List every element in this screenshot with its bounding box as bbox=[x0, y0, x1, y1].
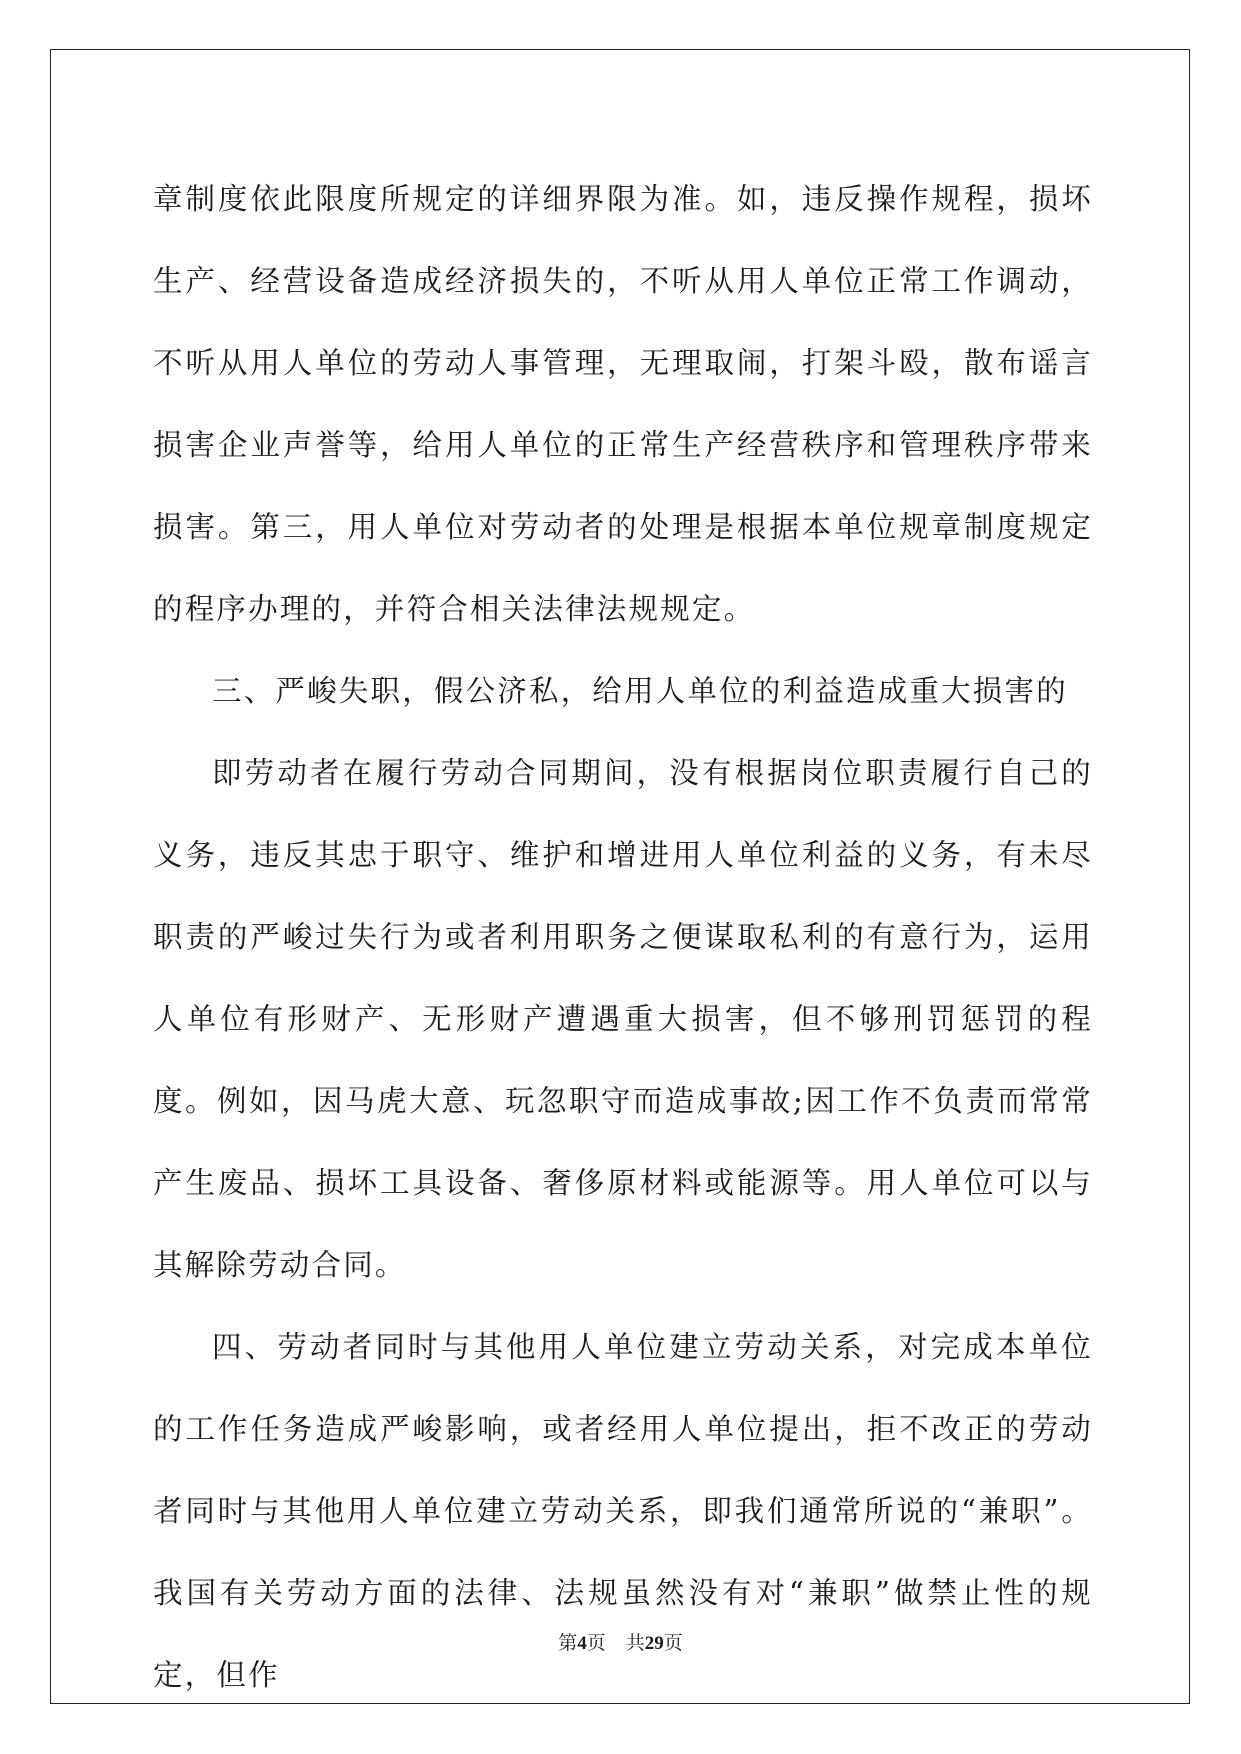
document-body bbox=[153, 158, 1093, 1716]
total-pages: 29 bbox=[644, 1633, 664, 1654]
paragraph-4: 四、劳动者同时与其他用人单位建立劳动关系，对完成本单位的工作任务造成严峻影响，或者经用人单位提出，拒不改正的劳动者同时与其他用人单位建立劳动关系，即我们通常所说的“兼职”。我国有关劳动方面的法律、法规虽然没有对“兼职”做禁止性的规定，但作 bbox=[153, 1330, 1093, 1692]
paragraph-1: 章制度依此限度所规定的详细界限为准。如，违反操作规程，损坏生产、经营设备造成经济损失的，不听从用人单位正常工作调动，不听从用人单位的劳动人事管理，无理取闹，打架斗殴，散布谣言损害企业声誉等，给用人单位的正常生产经营秩序和管理秩序带来损害。第三，用人单位对劳动者的处理是根据本单位规章制度规定的程序办理的，并符合相关法律法规规定。 bbox=[153, 182, 1093, 626]
total-suffix: 页 bbox=[663, 1632, 683, 1654]
page-prefix: 第 bbox=[558, 1632, 578, 1654]
page-suffix: 页 bbox=[586, 1632, 606, 1654]
page-footer bbox=[0, 1631, 1241, 1656]
total-prefix: 共 bbox=[625, 1632, 645, 1654]
paragraph-3: 即劳动者在履行劳动合同期间，没有根据岗位职责履行自己的义务，违反其忠于职守、维护和增进用人单位利益的义务，有未尽职责的严峻过失行为或者利用职务之便谋取私利的有意行为，运用人单位有形财产、无形财产遭遇重大损害，但不够刑罚惩罚的程度。例如，因马虎大意、玩忽职守而造成事故;因工作不负责而常常产生废品、损坏工具设备、奢侈原材料或能源等。用人单位可以与其解除劳动合同。 bbox=[153, 756, 1093, 1282]
page-number: 4 bbox=[577, 1633, 587, 1654]
paragraph-2-heading: 三、严峻失职，假公济私，给用人单位的利益造成重大损害的 bbox=[212, 674, 1068, 708]
